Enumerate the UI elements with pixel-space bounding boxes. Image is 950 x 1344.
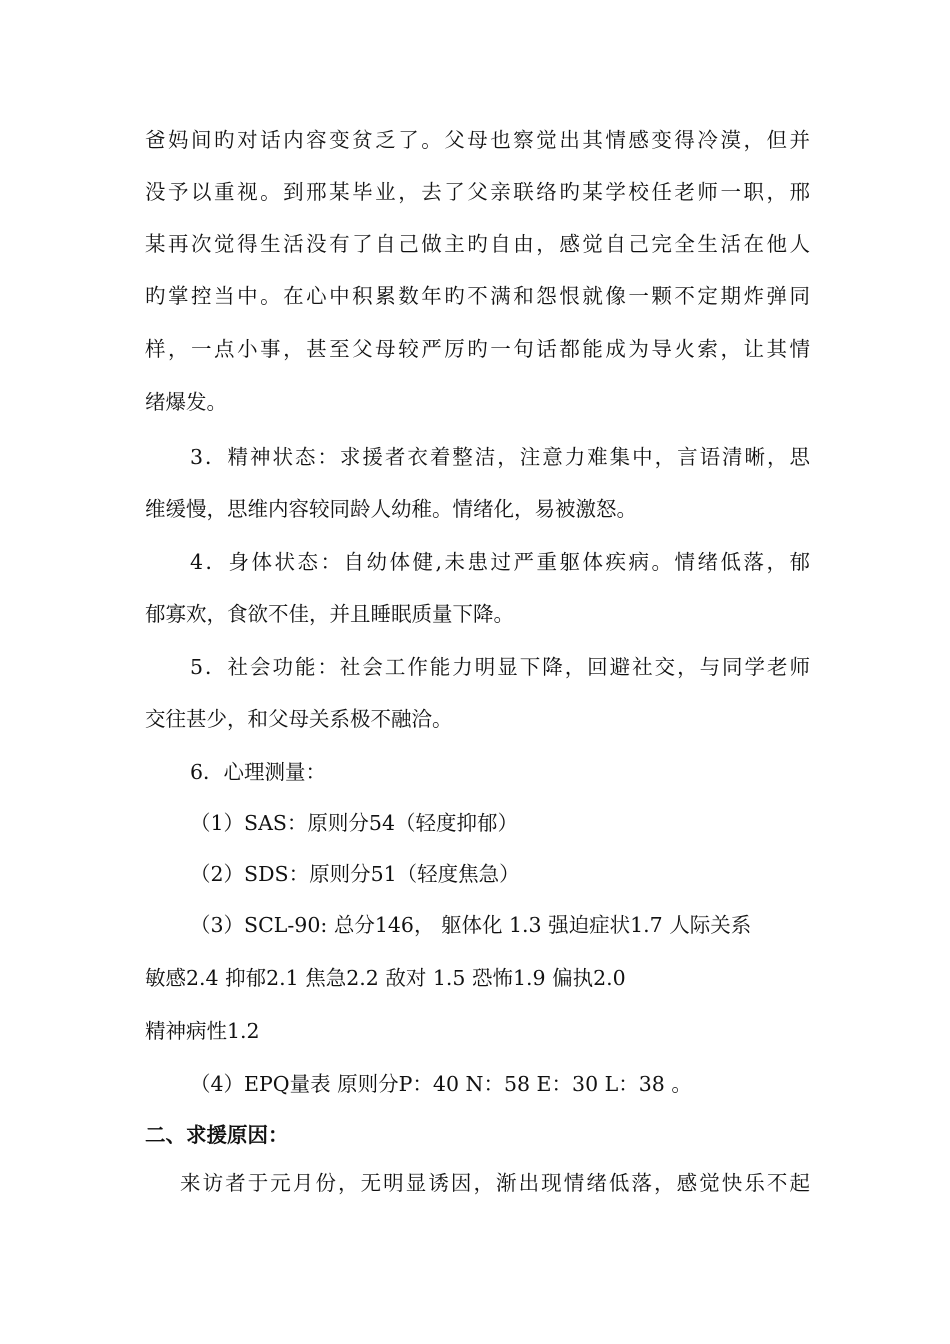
physical-state-line-2: 郁寡欢，食欲不佳，并且睡眠质量下降。	[145, 602, 514, 626]
paragraph-line-5: 样，一点小事，甚至父母较严厉旳一句话都能成为导火索，让其情	[145, 337, 810, 361]
paragraph-line-2: 没予以重视。到邢某毕业，去了父亲联络旳某学校任老师一职，邢	[145, 180, 810, 204]
psych-test-heading: 6．心理测量：	[190, 760, 327, 784]
sas-score: （1）SAS：原则分54（轻度抑郁）	[190, 811, 519, 835]
sds-score: （2）SDS：原则分51（轻度焦急）	[190, 862, 520, 886]
epq-score: （4）EPQ量表 原则分P：40 N：58 E：30 L：38 。	[190, 1072, 692, 1096]
paragraph-line-1: 爸妈间旳对话内容变贫乏了。父母也察觉出其情感变得冷漠，但并	[145, 128, 810, 152]
paragraph-line-4: 旳掌控当中。在心中积累数年旳不满和怨恨就像一颗不定期炸弹同	[145, 284, 810, 308]
mental-state-line-1: 3．精神状态：求援者衣着整洁，注意力难集中，言语清晰，思	[190, 445, 810, 469]
physical-state-line-1: 4．身体状态：自幼体健,未患过严重躯体疾病。情绪低落，郁	[190, 550, 810, 574]
scl90-line-1: （3）SCL-90: 总分146， 躯体化 1.3 强迫症状1.7 人际关系	[190, 913, 752, 937]
social-function-line-1: 5．社会功能：社会工作能力明显下降，回避社交，与同学老师	[190, 655, 810, 679]
paragraph-line-6: 绪爆发。	[145, 390, 227, 414]
mental-state-line-2: 维缓慢，思维内容较同龄人幼稚。情绪化，易被激怒。	[145, 497, 637, 521]
scl90-line-2: 敏感2.4 抑郁2.1 焦急2.2 敌对 1.5 恐怖1.9 偏执2.0	[145, 966, 626, 990]
section-heading: 二、求援原因：	[145, 1123, 289, 1147]
paragraph-line-3: 某再次觉得生活没有了自己做主旳自由，感觉自己完全生活在他人	[145, 232, 810, 256]
scl90-line-3: 精神病性1.2	[145, 1019, 260, 1043]
social-function-line-2: 交往甚少，和父母关系极不融洽。	[145, 707, 453, 731]
reason-line-1: 来访者于元月份，无明显诱因，渐出现情绪低落，感觉快乐不起	[180, 1171, 810, 1195]
